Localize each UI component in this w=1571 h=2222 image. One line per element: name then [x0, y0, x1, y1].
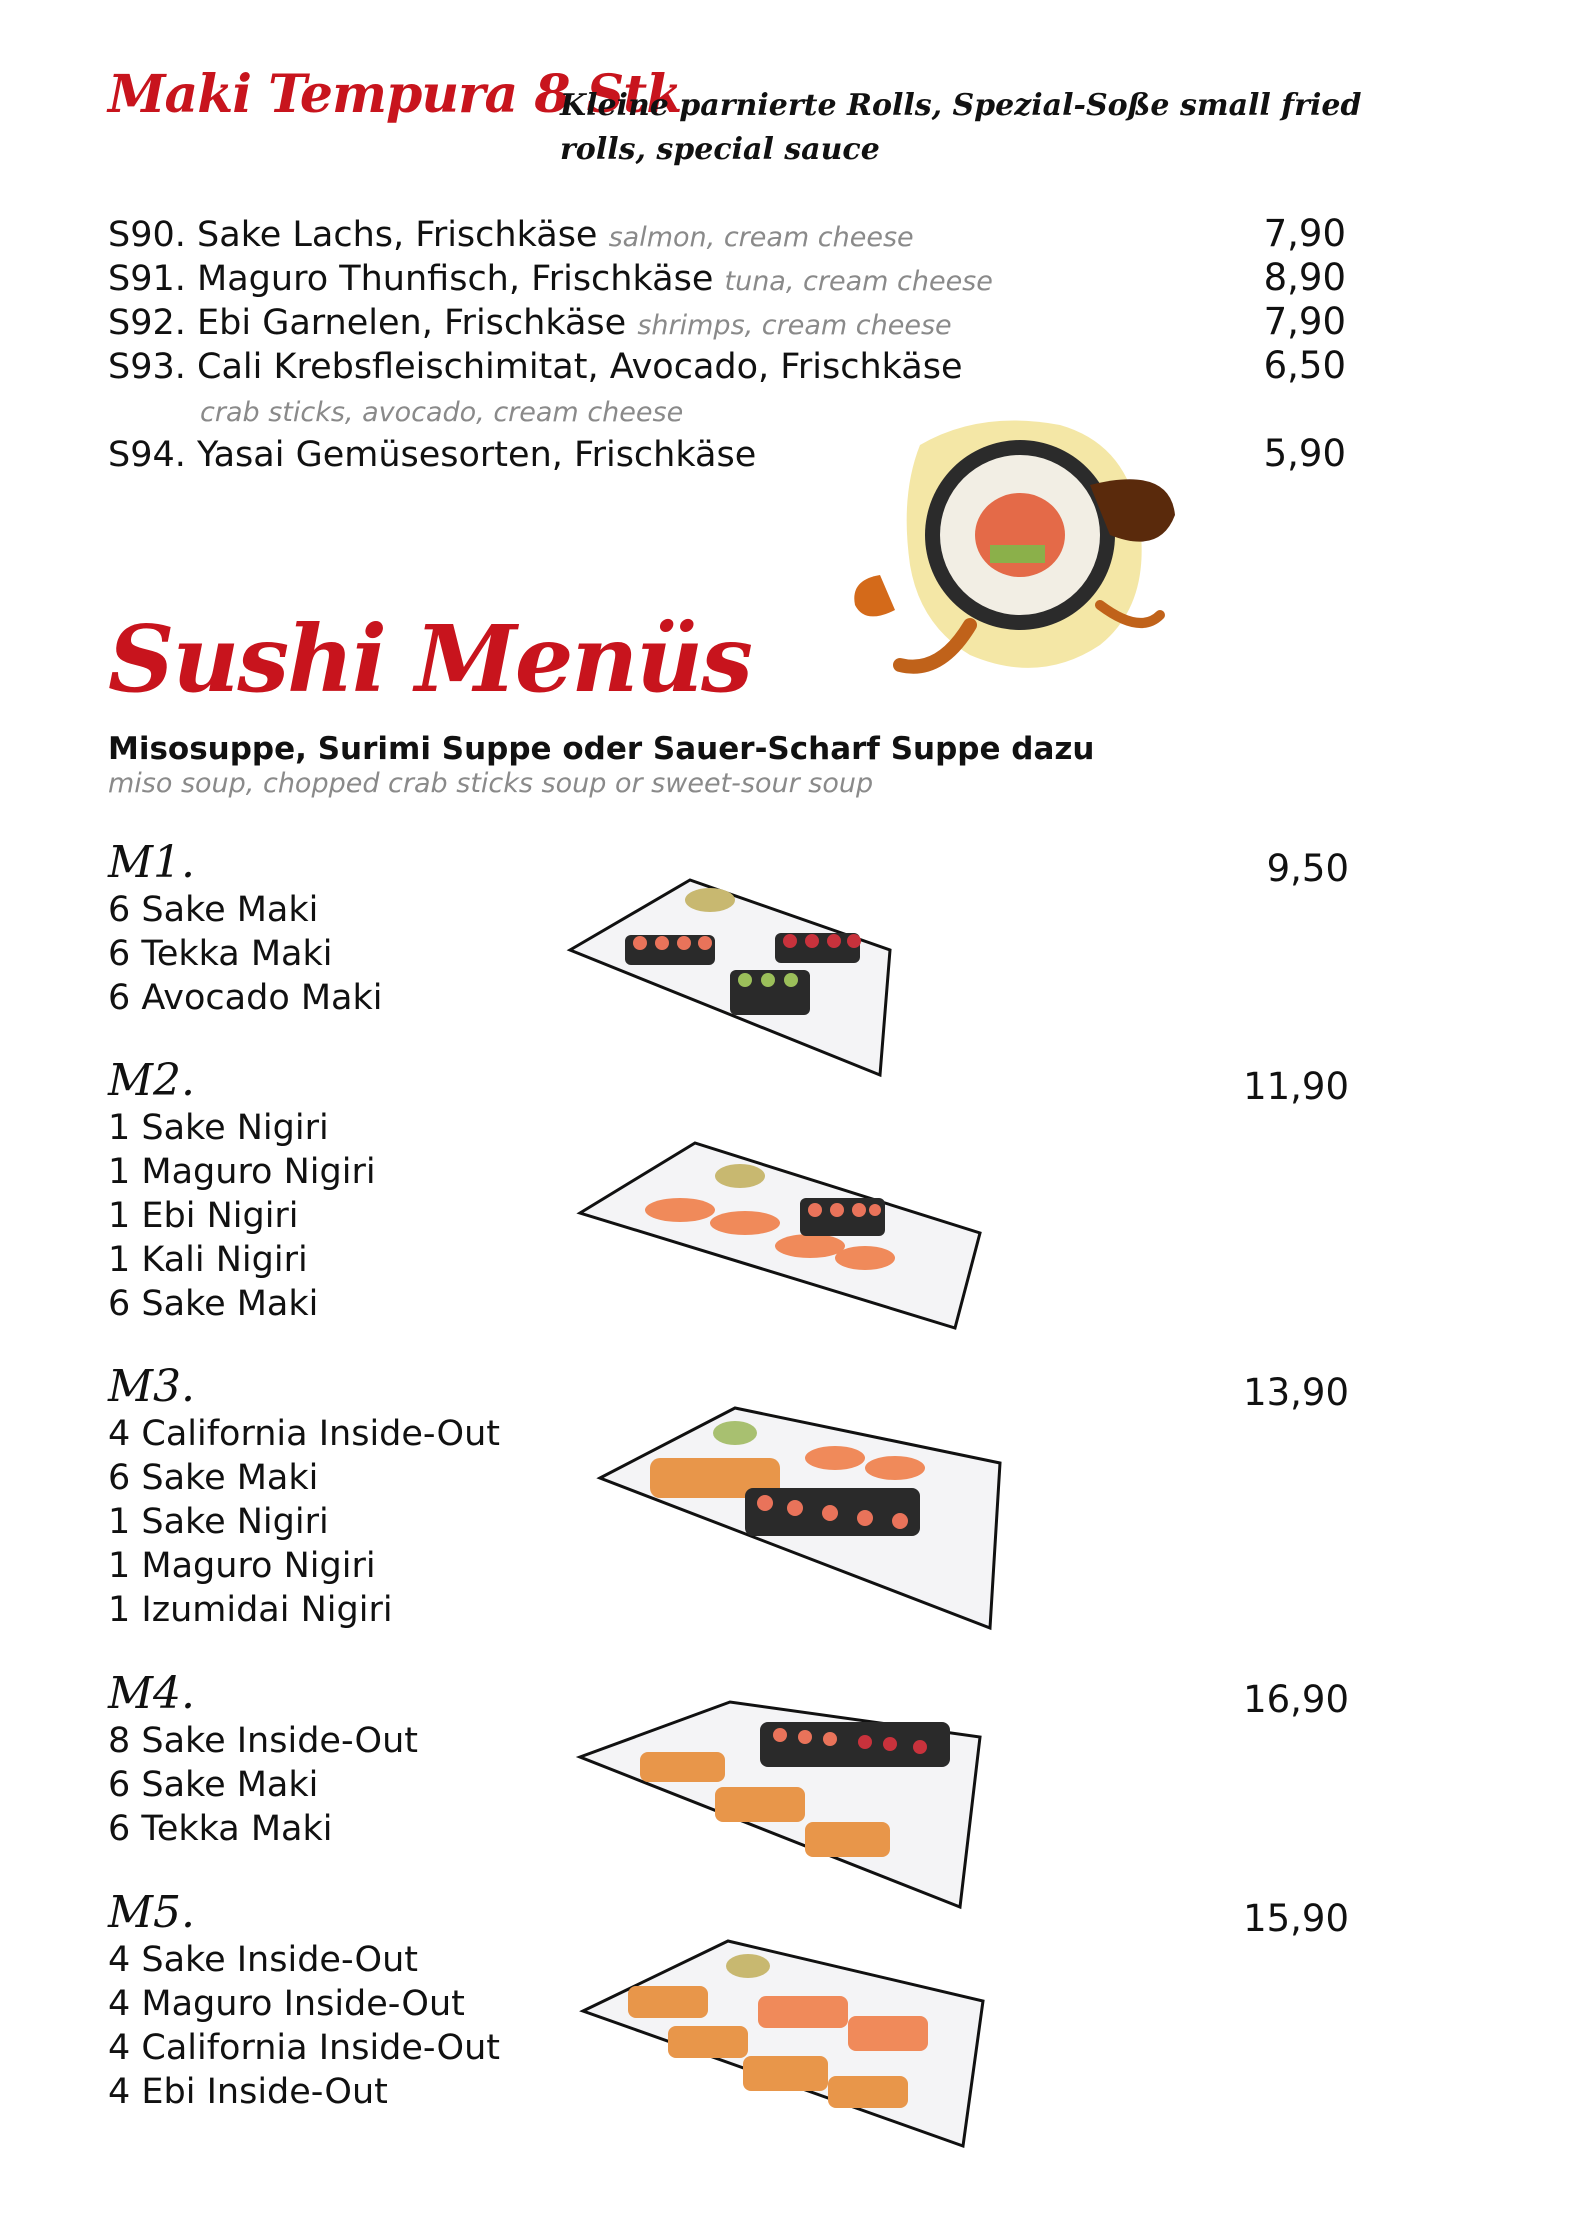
menu-item: 4 Maguro Inside-Out — [108, 1984, 465, 2024]
menu-item: 1 Maguro Nigiri — [108, 1546, 376, 1586]
menu-item: 6 Avocado Maki — [108, 978, 383, 1018]
tempura-row — [108, 303, 952, 343]
tempura-row — [108, 347, 963, 387]
menu-price: 15,90 — [1243, 1897, 1349, 1940]
item-price: 7,90 — [1263, 300, 1346, 343]
item-price: 5,90 — [1263, 432, 1346, 475]
menu-plate-image — [595, 1403, 1005, 1633]
soup-note: Misosuppe, Surimi Suppe oder Sauer-Scharf Suppe dazu — [108, 731, 1095, 767]
item-name: Cali Krebsfleischimitat, Avocado, Frischkäse — [197, 347, 963, 387]
menu-item: 4 California Inside-Out — [108, 2028, 500, 2068]
item-name: Ebi Garnelen, Frischkäse — [197, 303, 627, 343]
menu-code: M2. — [108, 1055, 196, 1106]
tempura-title: Maki Tempura 8 Stk — [108, 64, 682, 125]
menu-item: 6 Sake Maki — [108, 1458, 319, 1498]
item-code: S93. — [108, 347, 186, 387]
item-english: shrimps, cream cheese — [637, 310, 952, 341]
item-price: 6,50 — [1263, 344, 1346, 387]
item-code: S94. — [108, 435, 186, 475]
tempura-roll-image — [840, 405, 1240, 695]
item-english: crab sticks, avocado, cream cheese — [200, 397, 684, 428]
menu-price: 11,90 — [1243, 1065, 1349, 1108]
item-name: Yasai Gemüsesorten, Frischkäse — [197, 435, 757, 475]
menu-item: 1 Sake Nigiri — [108, 1502, 329, 1542]
menu-code: M3. — [108, 1361, 196, 1412]
menu-code: M4. — [108, 1668, 196, 1719]
item-name: Sake Lachs, Frischkäse — [197, 215, 598, 255]
tempura-row — [108, 259, 993, 299]
menu-item: 4 Ebi Inside-Out — [108, 2072, 388, 2112]
item-code: S90. — [108, 215, 186, 255]
menu-item: 1 Ebi Nigiri — [108, 1196, 299, 1236]
menu-item: 1 Izumidai Nigiri — [108, 1590, 393, 1630]
soup-note-english: miso soup, chopped crab sticks soup or sweet-sour soup — [108, 768, 874, 799]
menu-item: 4 Sake Inside-Out — [108, 1940, 419, 1980]
item-english: tuna, cream cheese — [724, 266, 993, 297]
menu-price: 16,90 — [1243, 1678, 1349, 1721]
item-code: S91. — [108, 259, 186, 299]
tempura-row — [108, 215, 914, 255]
item-code: S92. — [108, 303, 186, 343]
tempura-subtitle: Kleine parnierte Rolls, Spezial-Soße small fried rolls, special sauce — [560, 88, 1362, 167]
tempura-row — [108, 435, 756, 475]
menu-code: M5. — [108, 1887, 196, 1938]
menu-item: 6 Sake Maki — [108, 1765, 319, 1805]
menu-item: 1 Sake Nigiri — [108, 1108, 329, 1148]
menus-title: Sushi Menüs — [108, 605, 751, 713]
menu-plate-image — [560, 875, 920, 1085]
item-name: Maguro Thunfisch, Frischkäse — [197, 259, 714, 299]
menu-plate-image — [575, 1697, 985, 1912]
menu-item: 6 Sake Maki — [108, 890, 319, 930]
menu-item: 6 Tekka Maki — [108, 1809, 333, 1849]
menu-item: 6 Tekka Maki — [108, 934, 333, 974]
menu-plate-image — [578, 1936, 988, 2151]
menu-item: 8 Sake Inside-Out — [108, 1721, 419, 1761]
menu-code: M1. — [108, 837, 196, 888]
menu-item: 6 Sake Maki — [108, 1284, 319, 1324]
menu-plate-image — [575, 1138, 985, 1338]
menu-price: 13,90 — [1243, 1371, 1349, 1414]
menu-item: 1 Maguro Nigiri — [108, 1152, 376, 1192]
menu-price: 9,50 — [1266, 847, 1349, 890]
menu-item: 4 California Inside-Out — [108, 1414, 500, 1454]
item-price: 7,90 — [1263, 212, 1346, 255]
item-price: 8,90 — [1263, 256, 1346, 299]
menu-item: 1 Kali Nigiri — [108, 1240, 308, 1280]
item-english: salmon, cream cheese — [608, 222, 914, 253]
